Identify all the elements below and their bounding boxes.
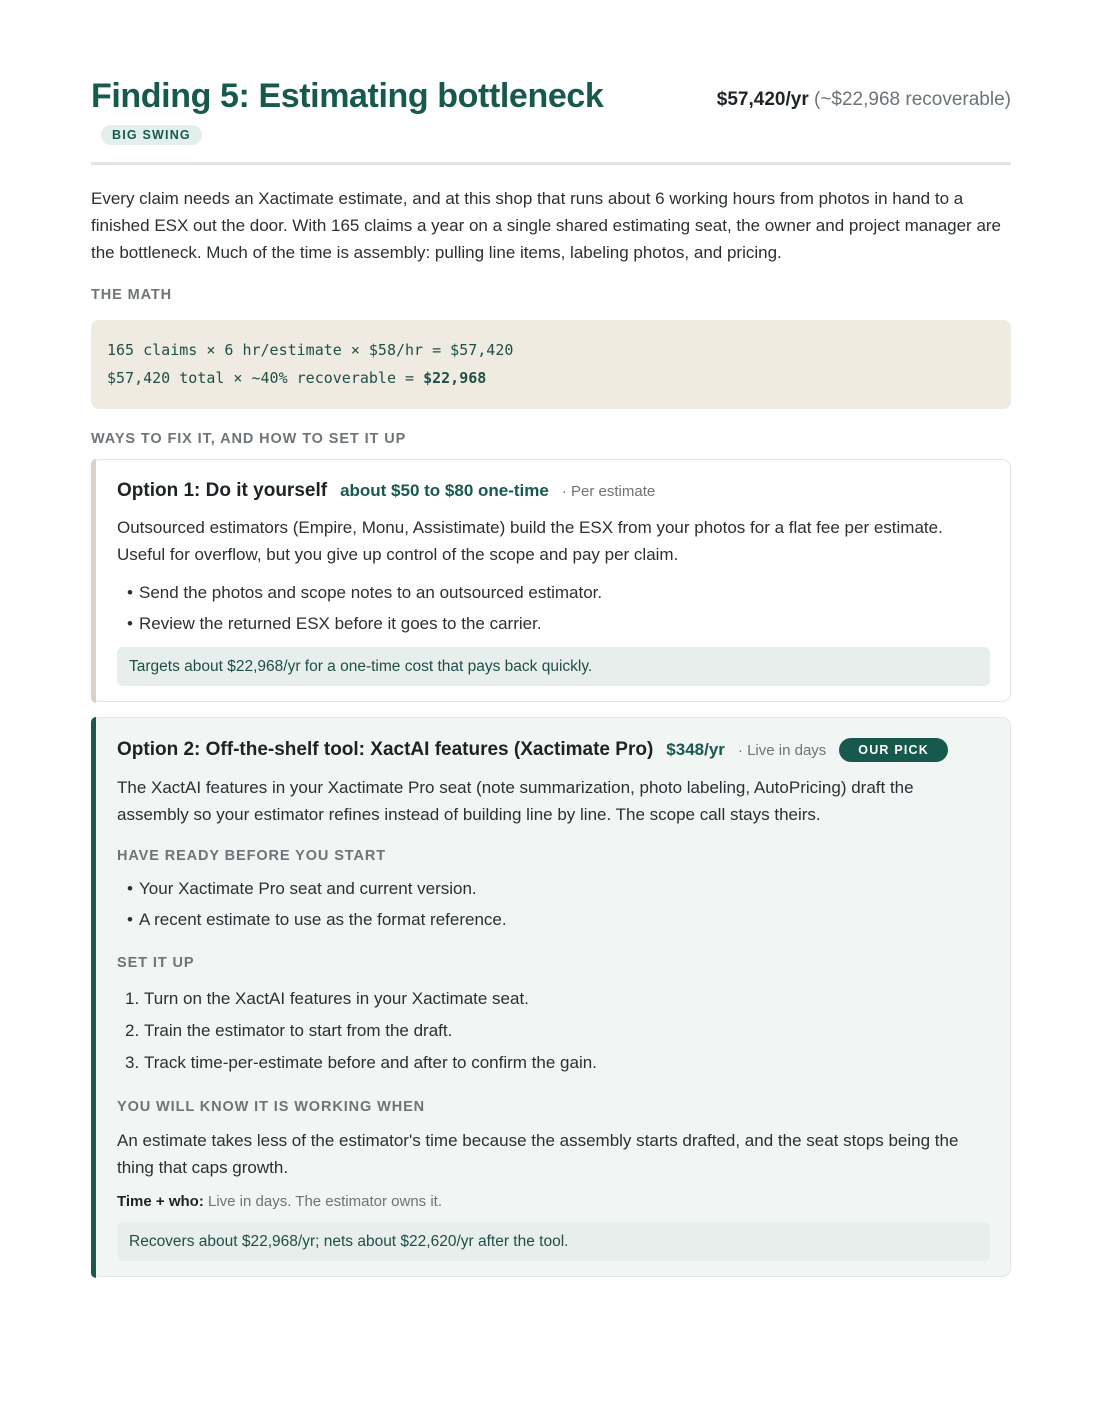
option-2-header	[117, 738, 990, 762]
intro-paragraph: Every claim needs an Xactimate estimate, and at this shop that runs about 6 working hours from photos in hand to a finished ESX out the door. With 165 claims a year on a single shared estimating seat, the owner and project manager are the bottleneck. Much of the time is assembly: pulling line items, labeling photos, and pricing.	[91, 189, 1002, 262]
option-1-title: Option 1: Do it yourself	[117, 480, 328, 501]
option-1-description: Outsourced estimators (Empire, Monu, Assistimate) build the ESX from your photos for a flat fee per estimate. Useful for overflow, but you give up control of the scope and pay per claim.	[117, 518, 943, 564]
finding-header	[91, 76, 1011, 145]
working-label: YOU WILL KNOW IT IS WORKING WHEN	[117, 1099, 426, 1115]
list-item: • Your Xactimate Pro seat and current version.	[117, 873, 990, 904]
option-1-note: · Per estimate	[561, 482, 656, 500]
option-1-card	[91, 459, 1011, 702]
time-who-text: Live in days. The estimator owns it.	[208, 1193, 442, 1210]
option-1-header	[117, 480, 990, 502]
big-swing-badge: BIG SWING	[101, 125, 202, 145]
ready-list	[117, 873, 990, 935]
step-item: 3. Track time-per-estimate before and after to confirm the gain.	[125, 1053, 597, 1072]
option-1-result: Targets about $22,968/yr for a one-time cost that pays back quickly.	[117, 647, 990, 686]
math-line-2-text: $57,420 total × ~40% recoverable =	[107, 369, 424, 387]
step-text: Turn on the XactAI features in your Xactimate seat.	[144, 989, 529, 1008]
list-item: • Review the returned ESX before it goes to the carrier.	[117, 608, 990, 639]
math-line-2-result: $22,968	[423, 369, 487, 387]
math-line-1: 165 claims × 6 hr/estimate × $58/hr = $57,420	[107, 341, 514, 359]
step-text: Track time-per-estimate before and after to confirm the gain.	[144, 1053, 597, 1072]
option-2-title: Option 2: Off-the-shelf tool: XactAI features (Xactimate Pro)	[117, 739, 654, 760]
time-who-label: Time + who:	[117, 1193, 204, 1210]
math-label: THE MATH	[91, 287, 173, 303]
annual-cost: $57,420/yr	[716, 89, 809, 110]
working-text: An estimate takes less of the estimator's time because the assembly starts drafted, and the seat stops being the thing that caps growth.	[117, 1131, 959, 1177]
cost-summary	[717, 88, 1011, 112]
setup-label: SET IT UP	[117, 955, 195, 971]
option-1-price: about $50 to $80 one-time	[340, 481, 549, 500]
list-item: • Send the photos and scope notes to an outsourced estimator.	[117, 577, 990, 608]
step-text: Train the estimator to start from the draft.	[144, 1021, 453, 1040]
math-line-2	[107, 364, 995, 392]
recoverable-amount: (~$22,968 recoverable)	[814, 89, 1011, 110]
ways-label: WAYS TO FIX IT, AND HOW TO SET IT UP	[91, 431, 407, 447]
page-title: Finding 5: Estimating bottleneck	[91, 77, 604, 115]
header-divider	[91, 162, 1011, 165]
option-2-description: The XactAI features in your Xactimate Pro seat (note summarization, photo labeling, AutoPricing) draft the assembly so your estimator refines instead of building line by line. The scope call stays theirs.	[117, 778, 914, 824]
option-2-note: · Live in days	[737, 741, 827, 759]
setup-steps	[117, 983, 990, 1079]
ready-label: HAVE READY BEFORE YOU START	[117, 848, 386, 864]
option-2-card	[91, 717, 1011, 1277]
time-who	[117, 1191, 990, 1213]
step-item: 1. Turn on the XactAI features in your Xactimate seat.	[125, 989, 529, 1008]
step-item: 2. Train the estimator to start from the draft.	[125, 1021, 453, 1040]
option-1-bullets	[117, 577, 990, 639]
option-2-result: Recovers about $22,968/yr; nets about $22,620/yr after the tool.	[117, 1222, 990, 1261]
list-item: • A recent estimate to use as the format reference.	[117, 904, 990, 935]
our-pick-badge: OUR PICK	[839, 738, 948, 762]
option-2-price: $348/yr	[666, 740, 725, 759]
title-block	[91, 76, 603, 145]
math-box	[91, 320, 1011, 409]
